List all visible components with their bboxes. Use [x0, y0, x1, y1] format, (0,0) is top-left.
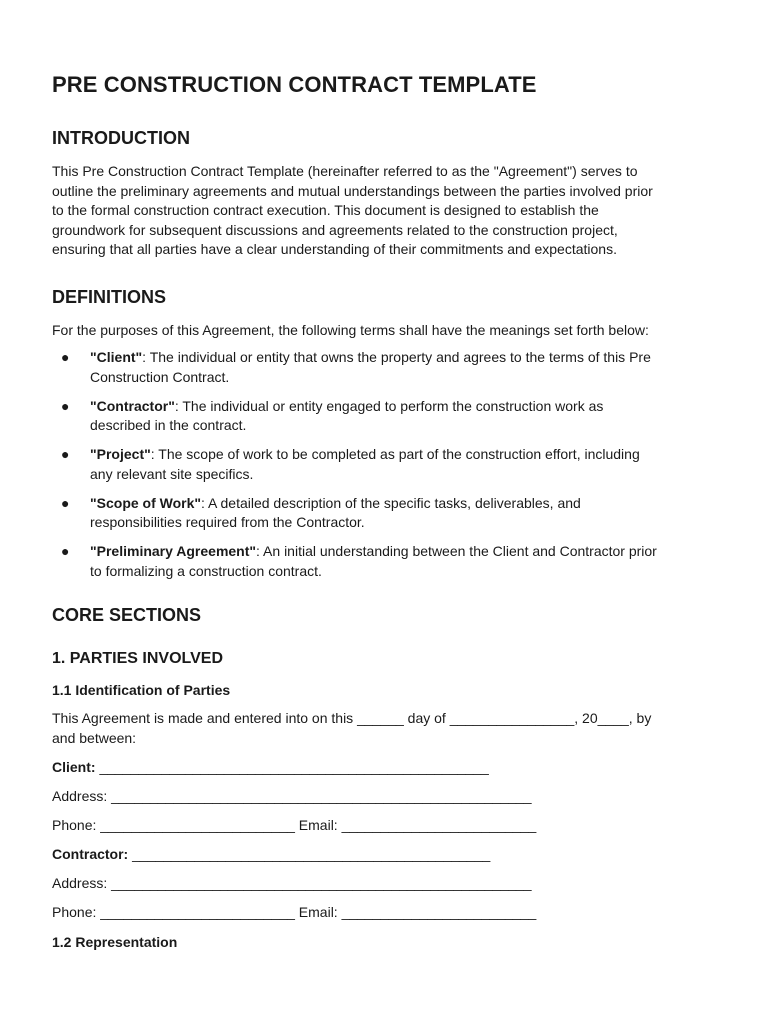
- definition-text: Construction Contract.: [90, 368, 230, 385]
- document-page: [52, 70, 722, 961]
- agreement-line: and between:: [52, 729, 137, 746]
- definition-term: "Client": [90, 349, 143, 365]
- definition-text: to formalizing a construction contract.: [90, 562, 322, 579]
- definitions-heading: DEFINITIONS: [52, 286, 167, 307]
- identification-heading: 1.1 Identification of Parties: [52, 682, 231, 698]
- core-sections-heading: CORE SECTIONS: [52, 605, 202, 625]
- contractor-name-field: [52, 845, 722, 865]
- definition-text: any relevant site specifics.: [90, 465, 254, 482]
- bullet-icon: ●: [61, 397, 70, 414]
- definitions-lead: For the purposes of this Agreement, the following terms shall have the meanings set forth below:: [52, 321, 649, 338]
- definition-item-scope-of-work: [52, 494, 722, 533]
- core-sections: [52, 603, 722, 952]
- agreement-line: This Agreement is made and entered into on this ______ day of ________________, 20____, by: [52, 710, 652, 726]
- definition-term: "Preliminary Agreement": [90, 543, 257, 559]
- definitions-list: [52, 348, 722, 581]
- definition-item-contractor: [52, 397, 722, 436]
- bullet-icon: ●: [61, 494, 70, 511]
- introduction-line: ensuring that all parties have a clear understanding of their commitments and expectations.: [52, 241, 617, 257]
- definition-item-project: [52, 445, 722, 484]
- contractor-label: Contractor:: [52, 846, 129, 862]
- introduction-heading: INTRODUCTION: [52, 128, 190, 148]
- bullet-icon: ●: [61, 543, 70, 559]
- client-label: Client:: [52, 759, 96, 775]
- definition-term: "Scope of Work": [90, 494, 202, 511]
- definition-text: : The scope of work to be completed as part of the construction effort, including: [150, 446, 640, 462]
- client-contact-field: Phone: _________________________ Email: _________________________: [52, 817, 537, 833]
- client-name-field: [52, 758, 722, 778]
- introduction-section: [52, 126, 722, 260]
- parties-involved-heading: 1. PARTIES INVOLVED: [52, 650, 223, 667]
- contractor-address-field: Address: ______________________________________________________: [52, 875, 532, 891]
- definition-text: responsibilities required from the Contractor.: [90, 514, 365, 530]
- definition-text: : The individual or entity that owns the property and agrees to the terms of this Pre: [142, 349, 651, 365]
- client-address-field: Address: ______________________________________________________: [52, 788, 532, 804]
- contractor-contact-field: Phone: _________________________ Email: _________________________: [52, 904, 537, 920]
- contractor-name-blank: ______________________________________________: [128, 846, 491, 862]
- definition-text: : The individual or entity engaged to perform the construction work as: [174, 397, 604, 414]
- definition-text: : A detailed description of the specific tasks, deliverables, and: [201, 494, 581, 511]
- introduction-line: groundwork for subsequent discussions and agreements related to the construction project,: [52, 221, 618, 238]
- definition-text: : An initial understanding between the Client and Contractor prior: [256, 543, 657, 559]
- definitions-section: [52, 285, 722, 582]
- bullet-icon: ●: [61, 446, 70, 462]
- introduction-line: outline the preliminary agreements and mutual understandings between the parties involved prior: [52, 182, 653, 199]
- definition-item-preliminary-agreement: [52, 542, 722, 581]
- definition-term: "Project": [90, 446, 151, 462]
- representation-heading: 1.2 Representation: [52, 934, 178, 950]
- definition-text: described in the contract.: [90, 417, 247, 433]
- definition-term: "Contractor": [90, 397, 175, 414]
- introduction-line: This Pre Construction Contract Template (hereinafter referred to as the "Agreement") serves to: [52, 163, 638, 179]
- client-name-blank: __________________________________________________: [95, 759, 489, 775]
- bullet-icon: ●: [61, 349, 70, 365]
- document-title: PRE CONSTRUCTION CONTRACT TEMPLATE: [52, 72, 537, 97]
- introduction-line: to the formal construction contract execution. This document is designed to establish the: [52, 202, 599, 218]
- introduction-text: [52, 162, 722, 260]
- agreement-statement: [52, 709, 722, 748]
- definition-item-client: [52, 348, 722, 387]
